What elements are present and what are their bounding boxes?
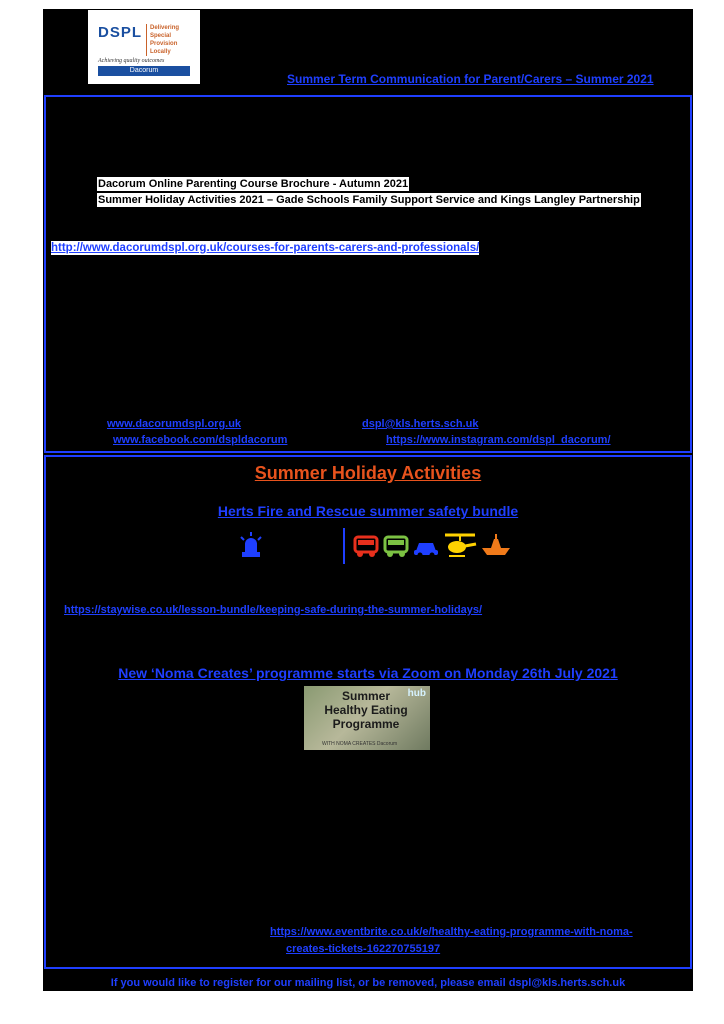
noma-image-line-1: Summer <box>341 689 391 703</box>
utility-vehicle-icon <box>383 534 409 558</box>
helicopter-icon <box>443 532 477 560</box>
list-item-summer-activities: Summer Holiday Activities 2021 – Gade Schools Family Support Service and Kings Langley Partnership <box>98 194 640 206</box>
website-link[interactable]: www.dacorumdspl.org.uk <box>107 418 242 430</box>
list-item-parenting-brochure: Dacorum Online Parenting Course Brochure - Autumn 2021 <box>98 178 409 190</box>
staywise-link[interactable]: https://staywise.co.uk/lesson-bundle/keeping-safe-during-the-summer-holidays/ <box>64 604 483 616</box>
dspl-logo <box>88 10 200 84</box>
logo-tagline <box>146 24 190 56</box>
activities-heading: Summer Holiday Activities <box>254 463 482 483</box>
section-parenting-box <box>44 95 692 453</box>
logo-tagline-1: Delivering Special <box>150 25 180 39</box>
siren-icon <box>239 532 263 558</box>
noma-heading[interactable]: New ‘Noma Creates’ programme starts via Zoom on Monday 26th July 2021 <box>118 665 618 681</box>
email-link[interactable]: dspl@kls.herts.sch.uk <box>362 418 479 430</box>
courses-link[interactable]: http://www.dacorumdspl.org.uk/courses-for-parents-carers-and-professionals/ <box>51 242 480 254</box>
instagram-link[interactable]: https://www.instagram.com/dspl_dacorum/ <box>386 434 611 446</box>
noma-programme-image <box>304 686 430 750</box>
noma-image-footer: WITH NOMA CREATES Dacorum <box>322 741 398 747</box>
noma-image-line-2: Healthy Eating <box>324 703 408 717</box>
page-title[interactable]: Summer Term Communication for Parent/Carers – Summer 2021 <box>287 72 654 86</box>
lifeboat-icon <box>481 534 511 558</box>
fire-rescue-icons <box>237 528 527 564</box>
noma-image-line-3: Programme <box>332 717 400 731</box>
eventbrite-link[interactable]: https://www.eventbrite.co.uk/e/healthy-eating-programme-with-noma- <box>270 926 633 938</box>
fire-rescue-heading[interactable]: Herts Fire and Rescue summer safety bundle <box>217 503 519 519</box>
eventbrite-link-continued[interactable]: creates-tickets-162270755197 <box>286 943 441 955</box>
fire-engine-icon <box>353 534 379 558</box>
facebook-link[interactable]: www.facebook.com/dspldacorum <box>113 434 288 446</box>
mailing-list-footer: If you would like to register for our mailing list, or be removed, please email dspl@kls.herts.sch.uk <box>110 977 626 989</box>
logo-tagline-2: Provision Locally <box>150 41 178 55</box>
car-icon <box>413 538 439 558</box>
logo-band: Dacorum <box>98 66 190 76</box>
icon-divider <box>343 528 345 564</box>
logo-motto: Achieving quality outcomes <box>98 58 165 64</box>
noma-hub-label: hub <box>407 688 426 699</box>
logo-mark: DSPL <box>98 24 143 41</box>
